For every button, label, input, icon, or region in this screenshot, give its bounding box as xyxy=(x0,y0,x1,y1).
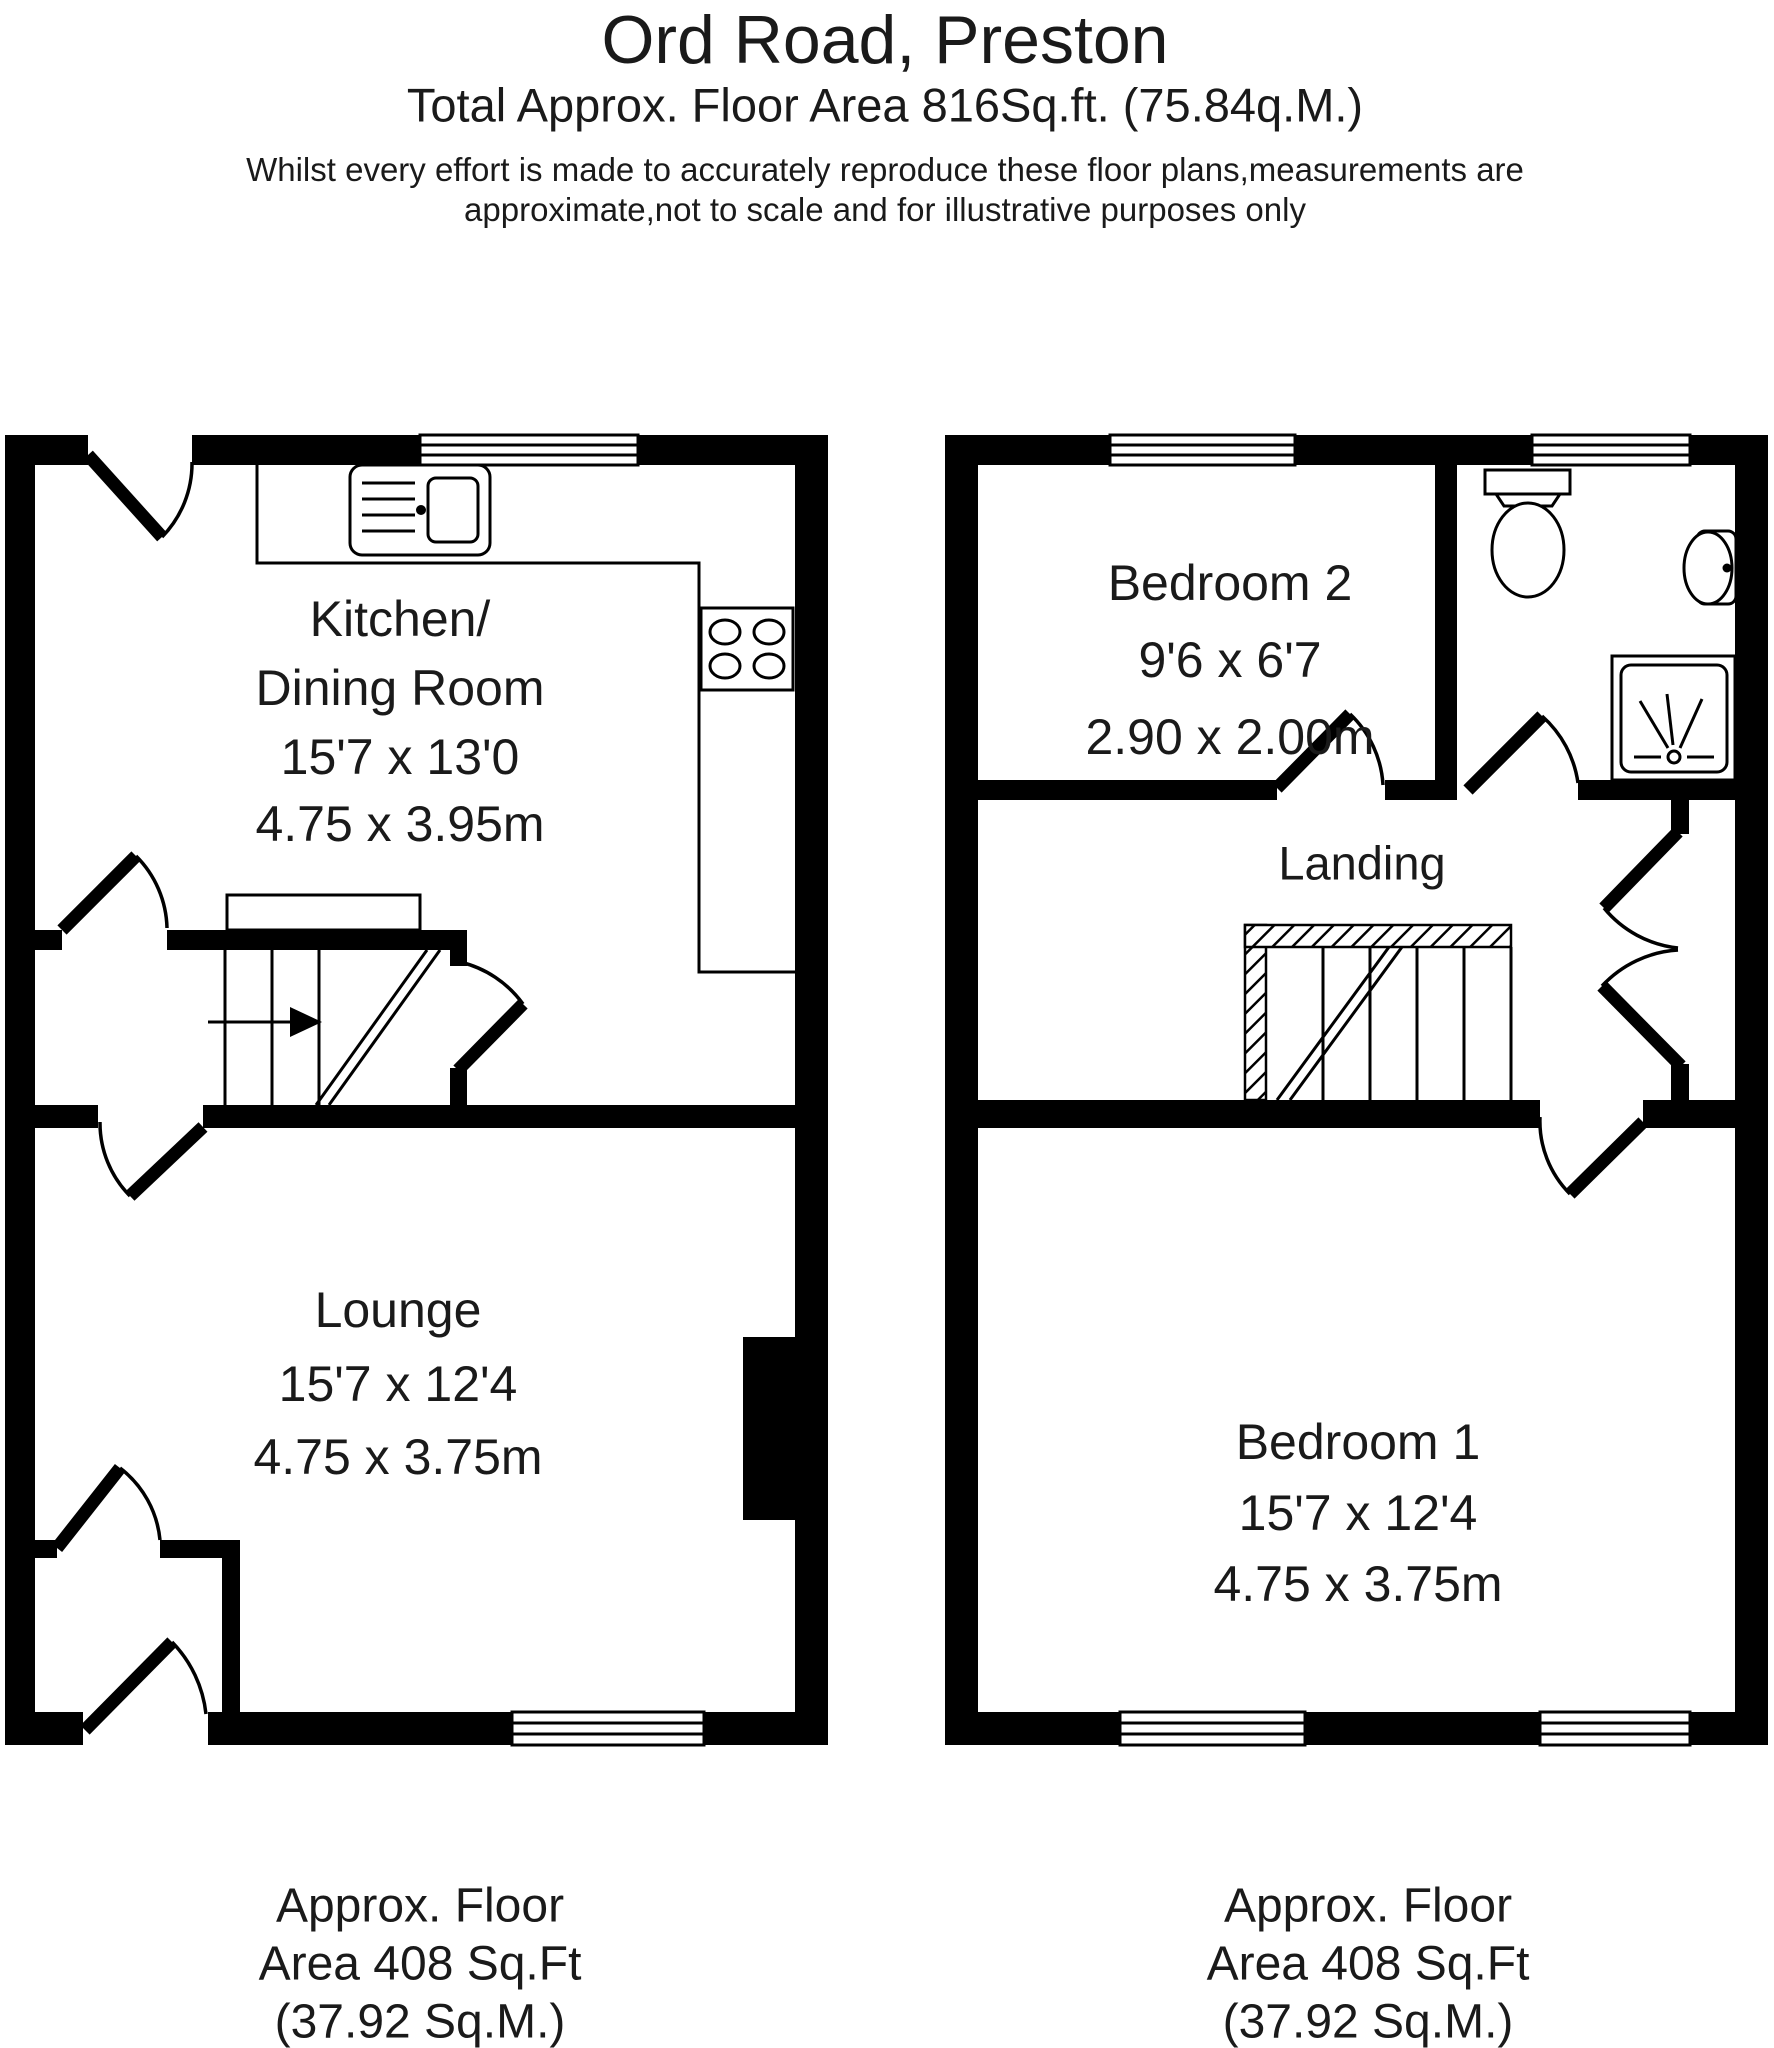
sink-icon xyxy=(350,465,490,555)
first-caption-line3: (37.92 Sq.M.) xyxy=(1222,1995,1514,2048)
bedroom1-dims-metric: 4.75 x 3.75m xyxy=(1213,1556,1503,1612)
window-icon xyxy=(1110,435,1295,465)
first-caption-line1: Approx. Floor xyxy=(1223,1879,1513,1933)
kitchen-label-line1: Kitchen/ xyxy=(309,591,491,647)
door-cupboard-lower xyxy=(1602,950,1681,1066)
first-walls xyxy=(945,435,1768,1745)
window-icon xyxy=(1540,1712,1690,1745)
chimney-breast xyxy=(743,1337,795,1520)
basin-icon xyxy=(1684,531,1736,604)
cupboard xyxy=(227,895,420,930)
bedroom2-dims-imperial: 9'6 x 6'7 xyxy=(1138,632,1322,688)
door-vestibule-inner xyxy=(57,1468,160,1548)
kitchen-label-line2: Dining Room xyxy=(255,660,545,716)
ground-caption-line3: (37.92 Sq.M.) xyxy=(274,1995,566,2048)
disclaimer-line-2: approximate,not to scale and for illustrative purposes only xyxy=(464,191,1306,228)
window-icon xyxy=(1120,1712,1305,1745)
door-lounge xyxy=(100,1122,203,1196)
window-icon xyxy=(420,435,638,465)
door-stairs-kitchen xyxy=(458,962,523,1070)
kitchen-dims-metric: 4.75 x 3.95m xyxy=(255,796,545,852)
kitchen-dims-imperial: 15'7 x 13'0 xyxy=(280,729,520,785)
page-title: Ord Road, Preston xyxy=(601,2,1169,78)
ground-caption-line2: Area 408 Sq.Ft xyxy=(258,1937,582,1991)
ground-stairs xyxy=(225,950,440,1105)
lounge-dims-imperial: 15'7 x 12'4 xyxy=(278,1356,518,1412)
door-bedroom1 xyxy=(1540,1117,1643,1194)
window-icon xyxy=(512,1712,704,1745)
ground-caption-line1: Approx. Floor xyxy=(275,1879,565,1933)
bedroom1-dims-imperial: 15'7 x 12'4 xyxy=(1238,1485,1478,1541)
landing-label: Landing xyxy=(1278,836,1446,890)
bedroom1-label: Bedroom 1 xyxy=(1235,1414,1481,1470)
first-caption-line2: Area 408 Sq.Ft xyxy=(1206,1937,1530,1991)
lounge-label: Lounge xyxy=(314,1282,482,1338)
door-kitchen-hall xyxy=(62,856,167,930)
bedroom2-label: Bedroom 2 xyxy=(1107,555,1353,611)
lounge-dims-metric: 4.75 x 3.75m xyxy=(253,1429,543,1485)
first-floor-plan xyxy=(945,435,1768,1745)
hob-icon xyxy=(701,608,793,690)
landing-stairs xyxy=(1245,925,1511,1100)
door-front-entrance xyxy=(85,1642,206,1730)
window-icon xyxy=(1532,435,1690,465)
door-bathroom xyxy=(1468,716,1578,790)
bedroom2-dims-metric: 2.90 x 2.00m xyxy=(1085,709,1375,765)
page-subtitle: Total Approx. Floor Area 816Sq.ft. (75.84q.M.) xyxy=(406,78,1364,132)
toilet-icon xyxy=(1485,470,1570,597)
door-kitchen-rear xyxy=(88,455,192,537)
shower-icon xyxy=(1612,656,1735,780)
disclaimer-line-1: Whilst every effort is made to accurately reproduce these floor plans,measurements are xyxy=(246,151,1524,188)
door-cupboard-upper xyxy=(1604,832,1678,948)
